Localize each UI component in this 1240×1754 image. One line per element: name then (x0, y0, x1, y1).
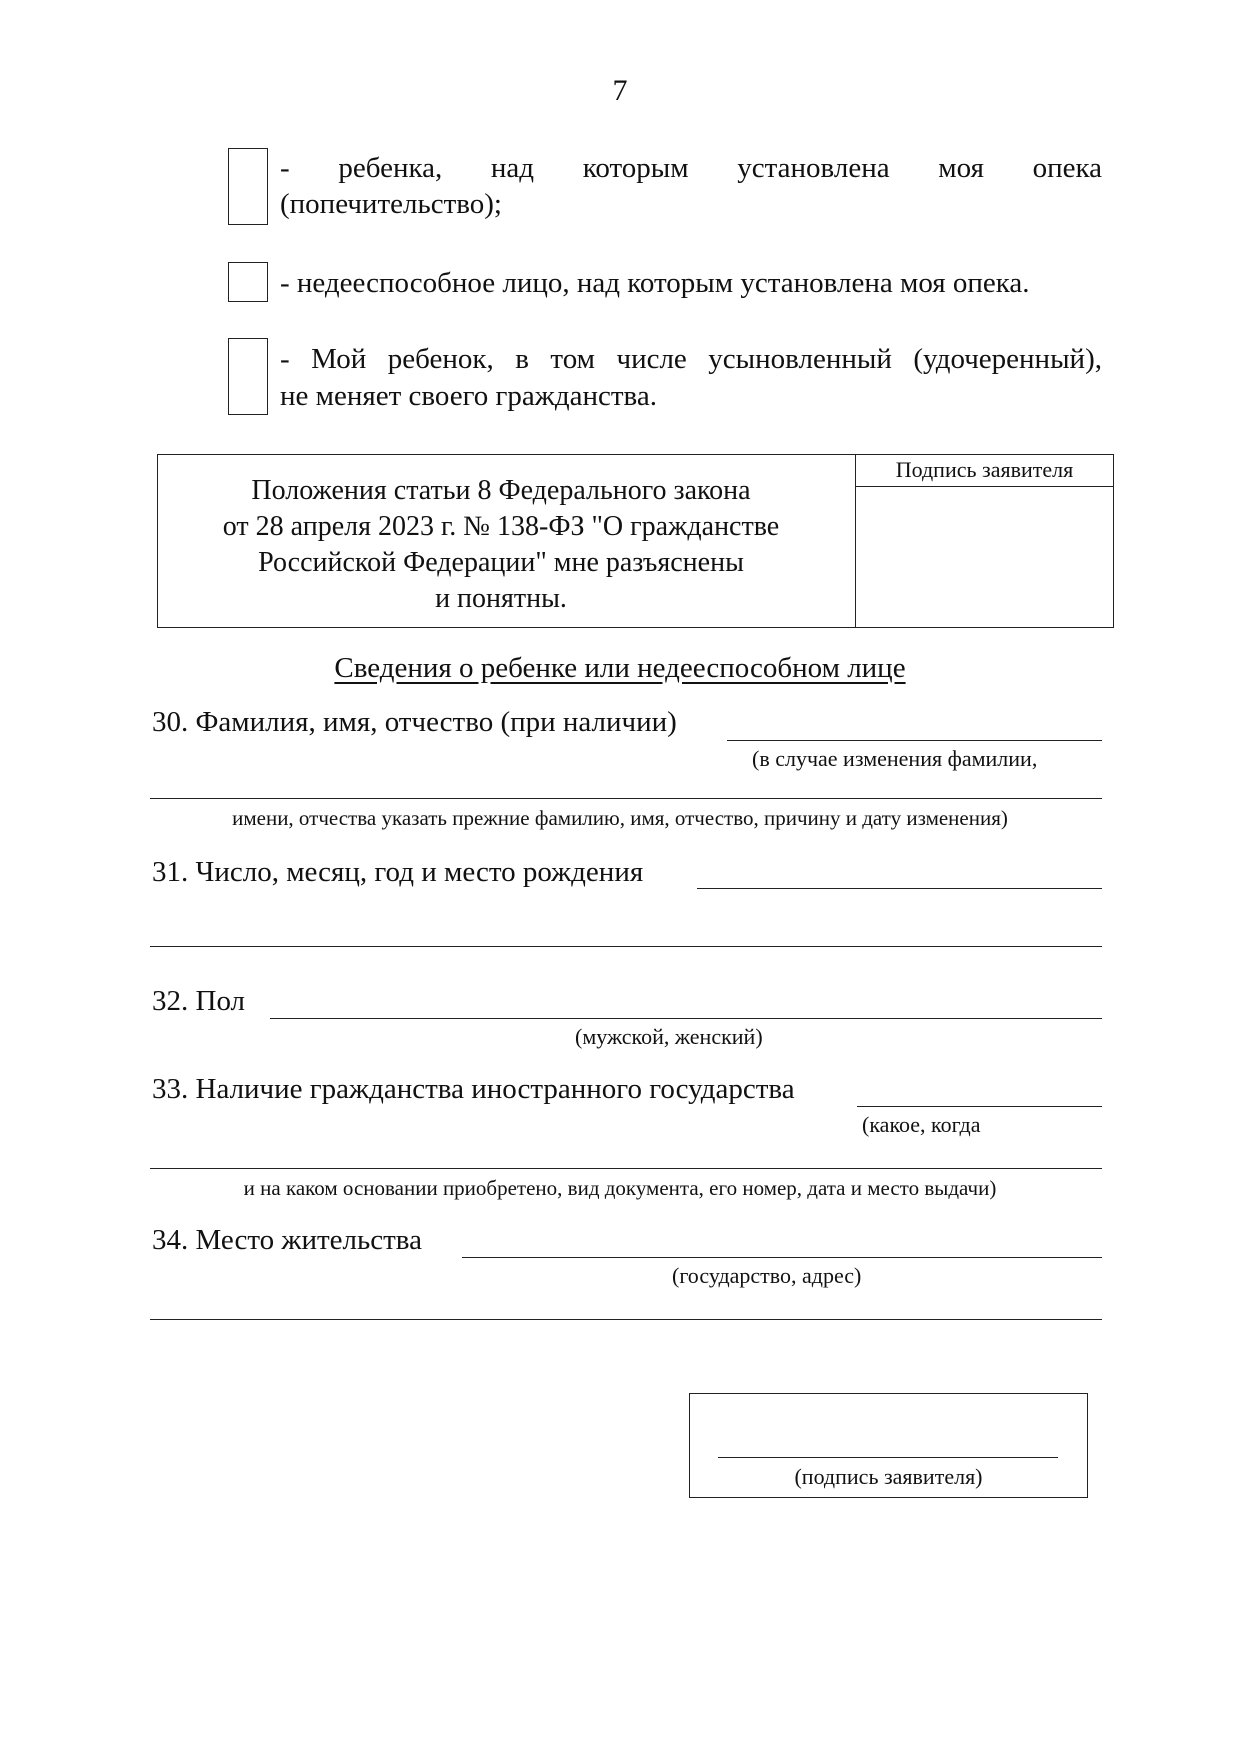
signature-line[interactable] (718, 1457, 1058, 1458)
declaration-line2: от 28 апреля 2023 г. № 138-ФЗ "О гражданстве (222, 511, 780, 542)
declaration-table (157, 454, 1114, 628)
field-31-label: 31. Число, месяц, год и место рождения (152, 856, 644, 888)
checkbox-incapacitated-person[interactable] (228, 262, 268, 302)
field-31-input-line[interactable] (697, 888, 1102, 889)
checkbox-child-keeps-citizenship[interactable] (228, 338, 268, 415)
field-33-hint1: (какое, когда (862, 1112, 981, 1137)
option-child-keeps-citizenship-line2: не меняет своего гражданства. (280, 380, 657, 412)
option-child-keeps-citizenship-line1: - Мой ребенок, в том числе усыновленный (удочеренный), (280, 343, 1102, 375)
signature-caption: (подпись заявителя) (794, 1464, 983, 1489)
field-33-input-line[interactable] (857, 1106, 1102, 1107)
option-guardianship-child-line1: - ребенка, над которым установлена моя опека (280, 152, 1102, 184)
field-33-input-line2[interactable] (150, 1168, 1102, 1169)
field-34-label: 34. Место жительства (152, 1224, 422, 1256)
declaration-line4: и понятны. (435, 583, 567, 614)
declaration-signature-header: Подпись заявителя (856, 455, 1113, 487)
field-30-input-line[interactable] (727, 740, 1102, 741)
checkbox-guardianship-child[interactable] (228, 148, 268, 225)
field-30-label: 30. Фамилия, имя, отчество (при наличии) (152, 706, 677, 738)
field-34-input-line[interactable] (462, 1257, 1102, 1258)
declaration-text (158, 473, 844, 617)
section-title: Сведения о ребенке или недееспособном лице (334, 652, 906, 684)
declaration-signature-cell[interactable] (857, 488, 1113, 627)
field-31-input-line2[interactable] (150, 946, 1102, 947)
field-33-label: 33. Наличие гражданства иностранного государства (152, 1073, 795, 1105)
page-number: 7 (612, 74, 628, 107)
declaration-line3: Российской Федерации" мне разъяснены (258, 547, 744, 578)
field-34-input-line2[interactable] (150, 1319, 1102, 1320)
field-33-hint2: и на каком основании приобретено, вид документа, его номер, дата и место выдачи) (243, 1176, 997, 1200)
declaration-line1: Положения статьи 8 Федерального закона (251, 475, 751, 506)
field-30-input-line2[interactable] (150, 798, 1102, 799)
field-32-label: 32. Пол (152, 985, 246, 1017)
field-30-hint2: имени, отчества указать прежние фамилию, имя, отчество, причину и дату изменения) (232, 806, 1008, 830)
field-32-hint: (мужской, женский) (575, 1024, 763, 1049)
signature-box (689, 1393, 1088, 1498)
option-guardianship-child-line2: (попечительство); (280, 188, 502, 220)
field-34-hint: (государство, адрес) (672, 1263, 862, 1288)
field-30-hint1: (в случае изменения фамилии, (752, 746, 1038, 771)
option-incapacitated-person: - недееспособное лицо, над которым установлена моя опека. (280, 267, 1030, 299)
field-32-input-line[interactable] (270, 1018, 1102, 1019)
